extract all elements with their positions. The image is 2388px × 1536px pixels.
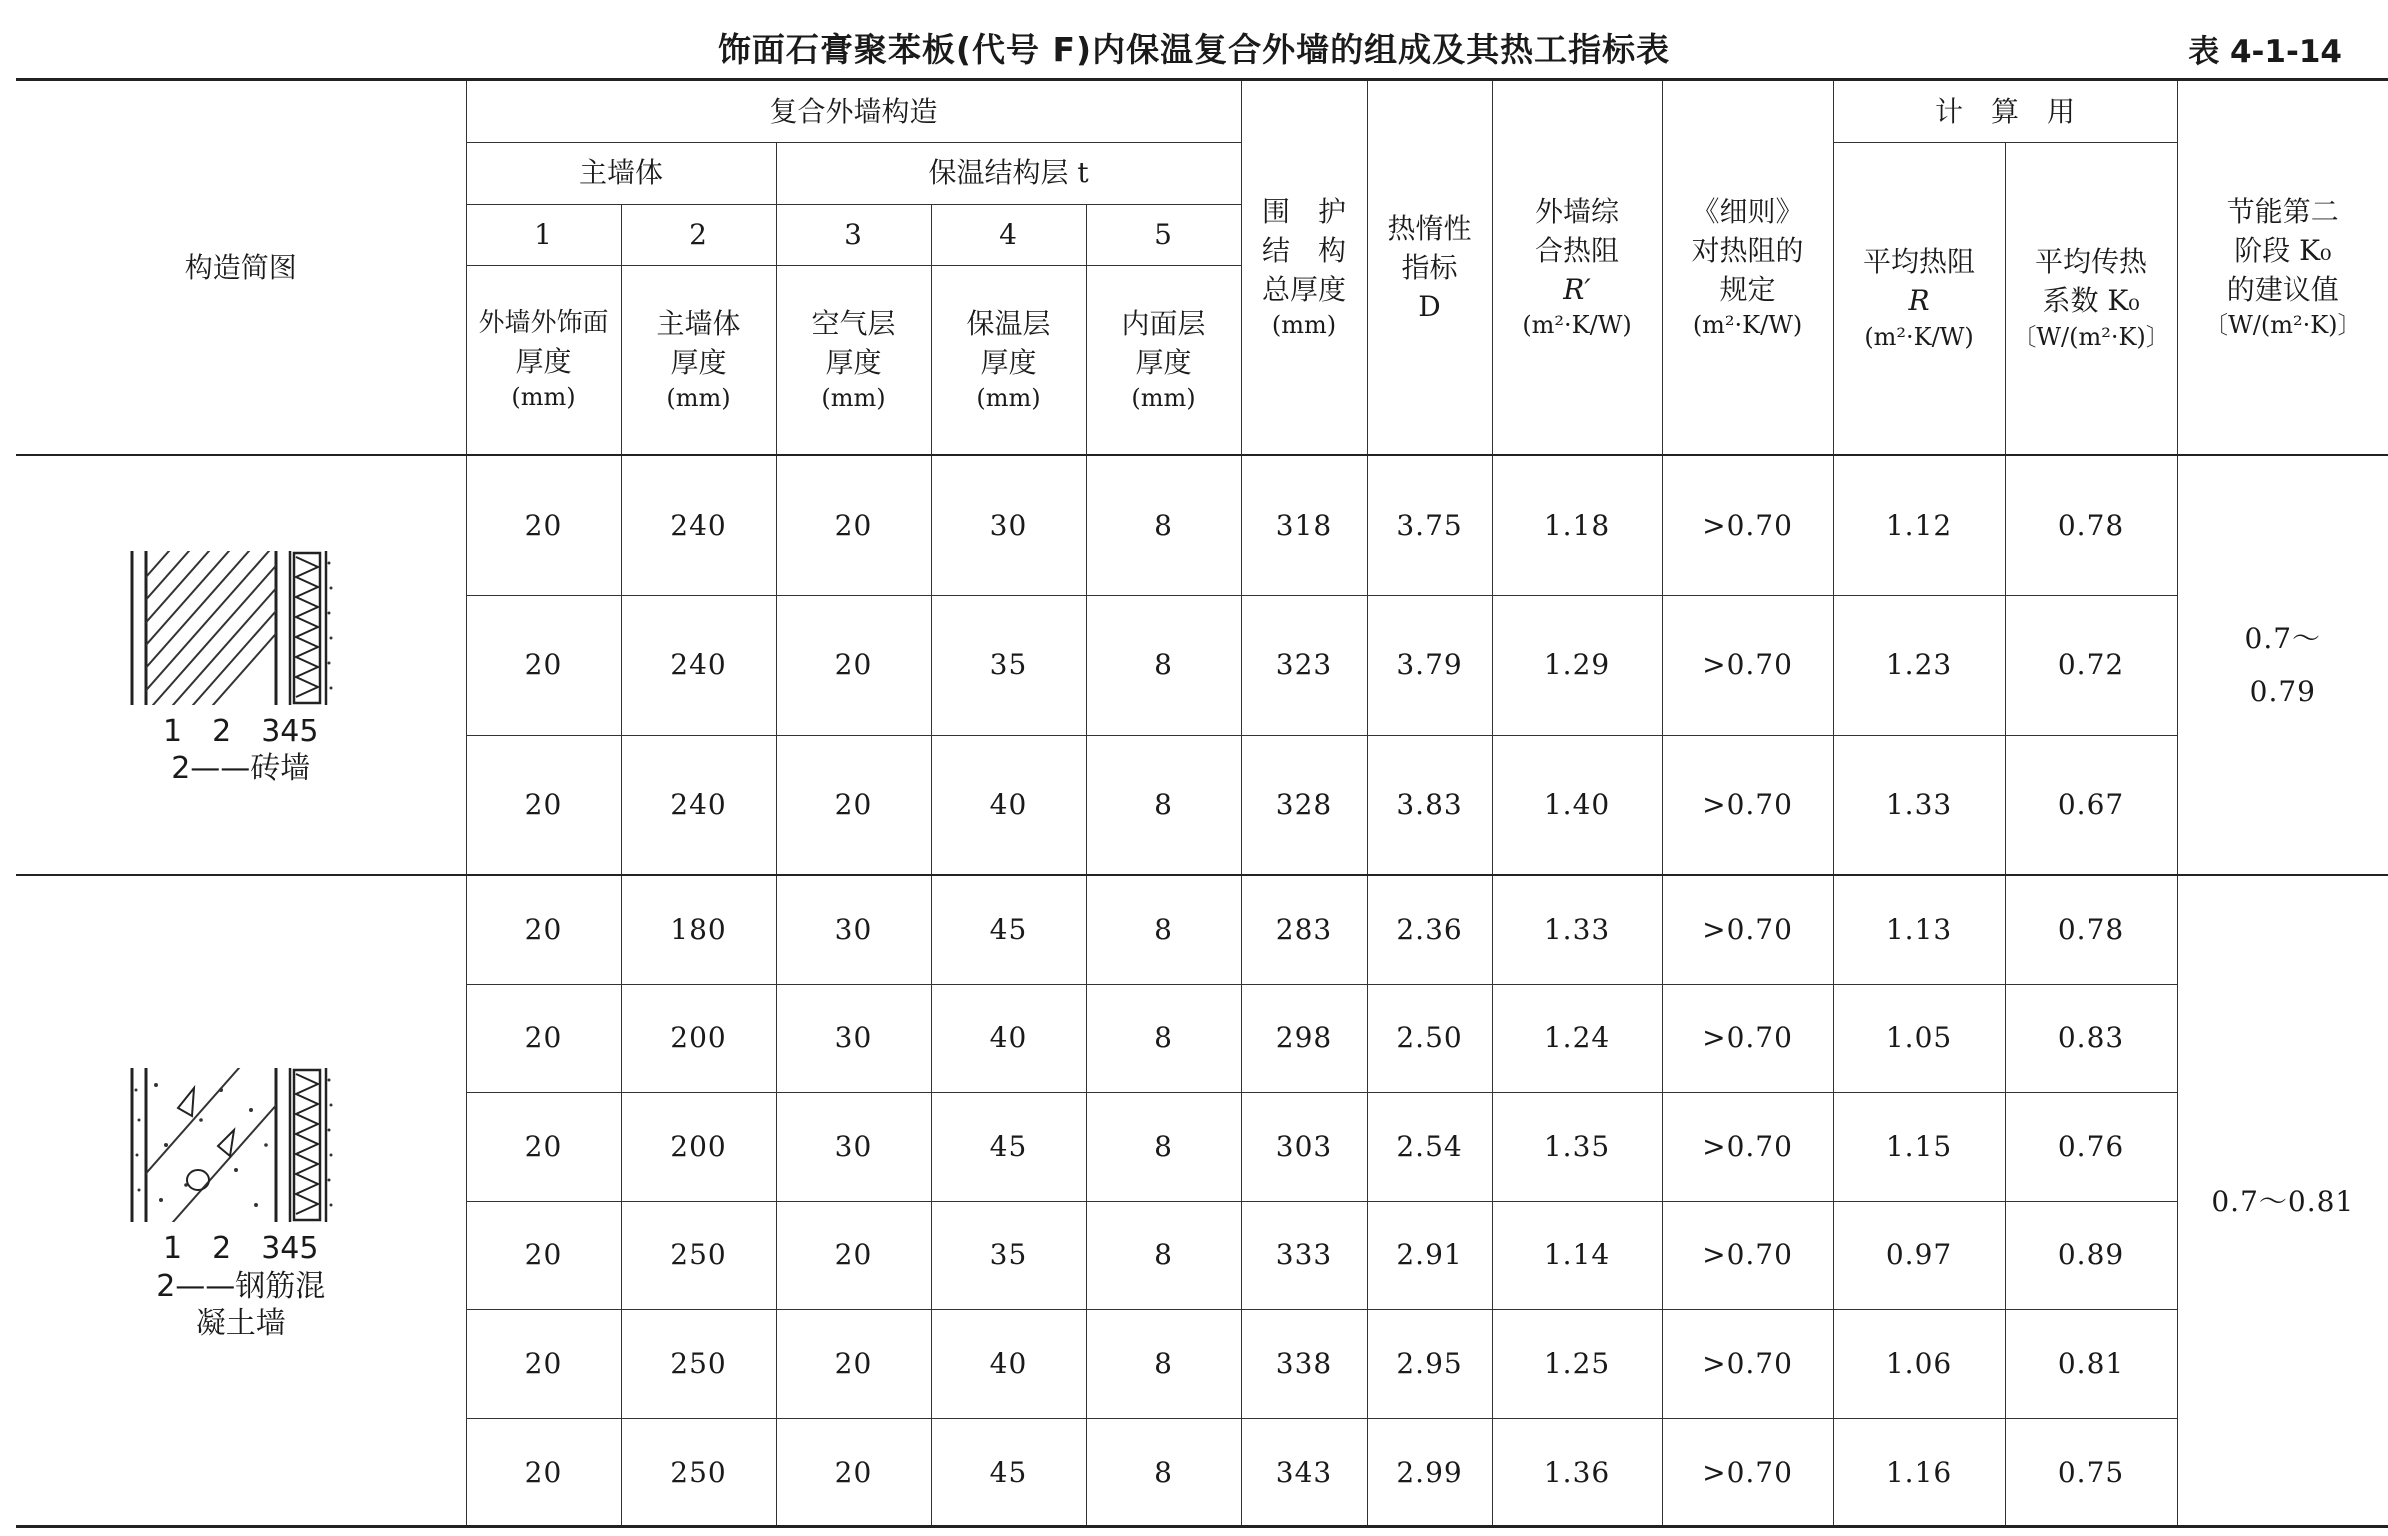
cell-avg-k: 0.83: [2005, 984, 2177, 1092]
header-layer-2: 主墙体 厚度 (mm): [621, 265, 776, 455]
cell-air-layer: 20: [776, 1418, 931, 1527]
diagram-concrete-cell: [16, 875, 466, 1527]
col-number-2: 2: [621, 204, 776, 265]
cell-thermal-inertia: 2.54: [1367, 1092, 1492, 1201]
cell-total-thickness: 323: [1241, 595, 1367, 735]
header-layer-4: 保温层 厚度 (mm): [931, 265, 1086, 455]
header-diagram: 构造简图: [16, 81, 466, 455]
cell-main-wall: 180: [621, 875, 776, 984]
cell-avg-r: 0.97: [1833, 1201, 2005, 1309]
cell-avg-r: 1.12: [1833, 455, 2005, 595]
cell-rule: >0.70: [1662, 984, 1833, 1092]
cell-outer-finish: 20: [466, 1092, 621, 1201]
cell-inner-layer: 8: [1086, 595, 1241, 735]
cell-avg-k: 0.78: [2005, 455, 2177, 595]
cell-inner-layer: 8: [1086, 875, 1241, 984]
cell-avg-k: 0.76: [2005, 1092, 2177, 1201]
cell-main-wall: 240: [621, 735, 776, 875]
cell-air-layer: 20: [776, 1201, 931, 1309]
table-row: [16, 875, 2388, 984]
cell-thermal-inertia: 2.95: [1367, 1309, 1492, 1418]
cell-resistance: 1.35: [1492, 1092, 1662, 1201]
cell-outer-finish: 20: [466, 1309, 621, 1418]
diagram-brick-numbers: 1 2 345: [163, 713, 319, 749]
cell-avg-k: 0.75: [2005, 1418, 2177, 1527]
cell-resistance: 1.18: [1492, 455, 1662, 595]
cell-total-thickness: 333: [1241, 1201, 1367, 1309]
cell-inner-layer: 8: [1086, 984, 1241, 1092]
cell-inner-layer: 8: [1086, 735, 1241, 875]
cell-thermal-inertia: 2.91: [1367, 1201, 1492, 1309]
cell-rule: >0.70: [1662, 455, 1833, 595]
cell-resistance: 1.14: [1492, 1201, 1662, 1309]
cell-avg-r: 1.16: [1833, 1418, 2005, 1527]
cell-thermal-inertia: 2.50: [1367, 984, 1492, 1092]
cell-avg-r: 1.13: [1833, 875, 2005, 984]
cell-total-thickness: 343: [1241, 1418, 1367, 1527]
cell-rule: >0.70: [1662, 1092, 1833, 1201]
cell-rule: >0.70: [1662, 595, 1833, 735]
diagram-brick-cell: [16, 455, 466, 875]
header-layer-5: 内面层 厚度 (mm): [1086, 265, 1241, 455]
header-main-wall: 主墙体: [466, 142, 776, 204]
cell-air-layer: 20: [776, 595, 931, 735]
cell-avg-r: 1.23: [1833, 595, 2005, 735]
cell-rule: >0.70: [1662, 1418, 1833, 1527]
concrete-wall-diagram: [126, 1060, 356, 1230]
cell-total-thickness: 328: [1241, 735, 1367, 875]
cell-inner-layer: 8: [1086, 1309, 1241, 1418]
cell-outer-finish: 20: [466, 875, 621, 984]
cell-avg-k: 0.81: [2005, 1309, 2177, 1418]
header-layer-1: 外墙外饰面 厚度 (mm): [466, 265, 621, 455]
cell-total-thickness: 283: [1241, 875, 1367, 984]
cell-air-layer: 30: [776, 1092, 931, 1201]
header-thermal-inertia: 热惰性 指标 D: [1367, 81, 1492, 455]
cell-thermal-inertia: 3.83: [1367, 735, 1492, 875]
cell-main-wall: 240: [621, 455, 776, 595]
thermal-table: [16, 81, 2388, 1528]
cell-avg-k: 0.72: [2005, 595, 2177, 735]
cell-inner-layer: 8: [1086, 1201, 1241, 1309]
cell-rule: >0.70: [1662, 875, 1833, 984]
bottom-rule: [16, 1525, 2388, 1528]
diagram-concrete-numbers: 1 2 345: [163, 1231, 319, 1266]
cell-outer-finish: 20: [466, 984, 621, 1092]
cell-avg-r: 1.05: [1833, 984, 2005, 1092]
title-bar: [0, 0, 2388, 90]
cell-thermal-inertia: 3.79: [1367, 595, 1492, 735]
cell-rule: >0.70: [1662, 1309, 1833, 1418]
cell-total-thickness: 303: [1241, 1092, 1367, 1201]
diagram-brick-caption: 2——砖墙: [171, 751, 311, 786]
cell-rule: >0.70: [1662, 1201, 1833, 1309]
table-row: [16, 455, 2388, 595]
cell-inner-layer: 8: [1086, 455, 1241, 595]
cell-inner-layer: 8: [1086, 1092, 1241, 1201]
header-calc: 计 算 用: [1833, 81, 2177, 142]
cell-outer-finish: 20: [466, 1418, 621, 1527]
cell-insulation: 40: [931, 735, 1086, 875]
cell-total-thickness: 338: [1241, 1309, 1367, 1418]
header-composite: 复合外墙构造: [466, 81, 1241, 142]
cell-air-layer: 20: [776, 735, 931, 875]
cell-outer-finish: 20: [466, 735, 621, 875]
cell-avg-k: 0.89: [2005, 1201, 2177, 1309]
header-total-thickness: 围 护 结 构 总厚度 (mm): [1241, 81, 1367, 455]
cell-resistance: 1.33: [1492, 875, 1662, 984]
cell-avg-r: 1.33: [1833, 735, 2005, 875]
cell-main-wall: 250: [621, 1309, 776, 1418]
cell-main-wall: 200: [621, 1092, 776, 1201]
col-number-1: 1: [466, 204, 621, 265]
header-insulation: 保温结构层 t: [776, 142, 1241, 204]
header-avg-r: 平均热阻 R (m²·K/W): [1833, 142, 2005, 455]
header-avg-k: 平均传热 系数 K₀ 〔W/(m²·K)〕: [2005, 142, 2177, 455]
cell-avg-k: 0.78: [2005, 875, 2177, 984]
group-concrete: [16, 875, 2388, 1527]
cell-outer-finish: 20: [466, 595, 621, 735]
header-recommended-k: 节能第二 阶段 K₀ 的建议值 〔W/(m²·K)〕: [2177, 81, 2388, 455]
cell-main-wall: 250: [621, 1201, 776, 1309]
cell-total-thickness: 318: [1241, 455, 1367, 595]
col-number-5: 5: [1086, 204, 1241, 265]
cell-inner-layer: 8: [1086, 1418, 1241, 1527]
cell-air-layer: 30: [776, 875, 931, 984]
cell-avg-k: 0.67: [2005, 735, 2177, 875]
table-header: [16, 81, 2388, 455]
cell-insulation: 30: [931, 455, 1086, 595]
cell-air-layer: 30: [776, 984, 931, 1092]
col-number-4: 4: [931, 204, 1086, 265]
cell-outer-finish: 20: [466, 1201, 621, 1309]
cell-recommended-brick: 0.7～ 0.79: [2177, 455, 2388, 875]
cell-resistance: 1.40: [1492, 735, 1662, 875]
cell-thermal-inertia: 3.75: [1367, 455, 1492, 595]
cell-thermal-inertia: 2.99: [1367, 1418, 1492, 1527]
header-resistance: 外墙综 合热阻 R′ (m²·K/W): [1492, 81, 1662, 455]
cell-air-layer: 20: [776, 455, 931, 595]
table-number: 表 4-1-14: [2188, 34, 2342, 70]
brick-wall-diagram: [126, 543, 356, 713]
cell-insulation: 35: [931, 595, 1086, 735]
header-layer-3: 空气层 厚度 (mm): [776, 265, 931, 455]
group-brick: [16, 455, 2388, 875]
cell-resistance: 1.25: [1492, 1309, 1662, 1418]
cell-avg-r: 1.15: [1833, 1092, 2005, 1201]
cell-insulation: 45: [931, 1418, 1086, 1527]
cell-insulation: 45: [931, 875, 1086, 984]
cell-recommended-concrete: 0.7～0.81: [2177, 875, 2388, 1527]
cell-outer-finish: 20: [466, 455, 621, 595]
cell-total-thickness: 298: [1241, 984, 1367, 1092]
cell-resistance: 1.24: [1492, 984, 1662, 1092]
cell-insulation: 35: [931, 1201, 1086, 1309]
cell-main-wall: 240: [621, 595, 776, 735]
cell-insulation: 40: [931, 1309, 1086, 1418]
cell-rule: >0.70: [1662, 735, 1833, 875]
page-title: 饰面石膏聚苯板(代号 F)内保温复合外墙的组成及其热工指标表: [717, 30, 1671, 69]
cell-insulation: 40: [931, 984, 1086, 1092]
cell-main-wall: 200: [621, 984, 776, 1092]
cell-resistance: 1.29: [1492, 595, 1662, 735]
cell-avg-r: 1.06: [1833, 1309, 2005, 1418]
cell-air-layer: 20: [776, 1309, 931, 1418]
cell-insulation: 45: [931, 1092, 1086, 1201]
cell-resistance: 1.36: [1492, 1418, 1662, 1527]
cell-main-wall: 250: [621, 1418, 776, 1527]
header-rules: 《细则》 对热阻的 规定 (m²·K/W): [1662, 81, 1833, 455]
diagram-concrete-caption: 2——钢筋混 凝土墙: [156, 1268, 326, 1341]
col-number-3: 3: [776, 204, 931, 265]
cell-thermal-inertia: 2.36: [1367, 875, 1492, 984]
